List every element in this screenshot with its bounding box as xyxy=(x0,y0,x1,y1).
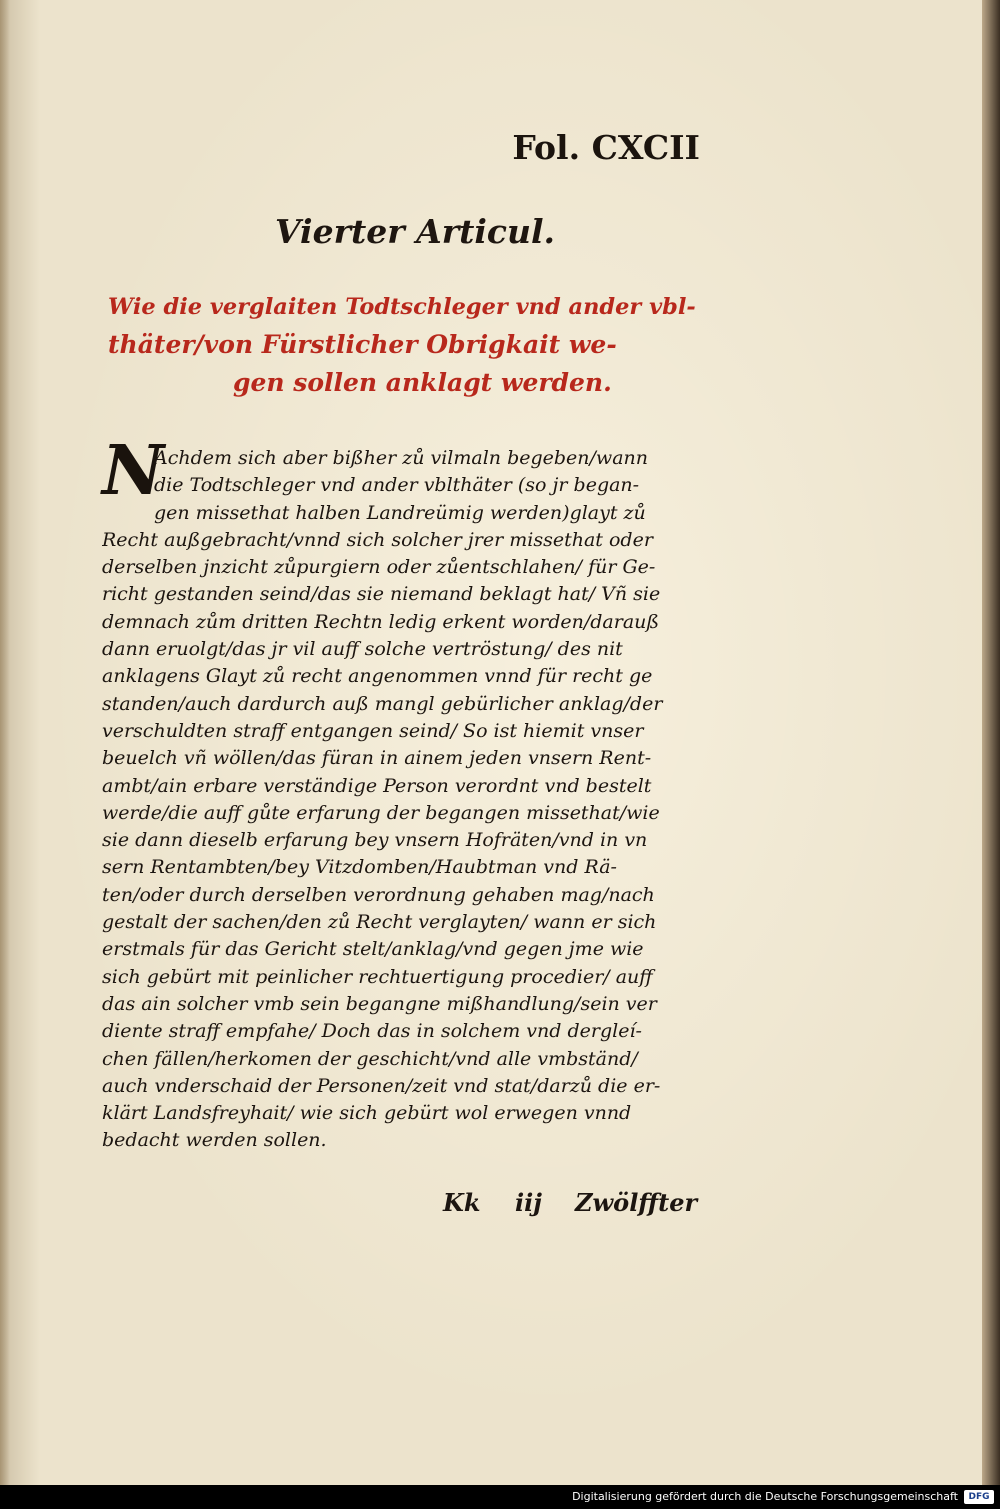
footer-credit: Digitalisierung gefördert durch die Deutsche Forschungsgemeinschaft xyxy=(572,1490,958,1503)
text-line: beuelch vñ wöllen/das füran in ainem jeden vnsern Rent- xyxy=(102,747,652,770)
rubric-line: gen sollen anklagt werden. xyxy=(233,368,612,397)
text-line: auch vnderschaid der Personen/zeit vnd stat/darzů die er- xyxy=(102,1074,661,1097)
rubric-line: thäter/von Fürstlicher Obrigkait we- xyxy=(108,330,617,359)
rubric-line: Wie die verglaiten Todtschleger vnd ander vbl- xyxy=(108,294,696,320)
text-line: sich gebürt mit peinlicher rechtuertigung procedier/ auff xyxy=(102,965,653,988)
drop-initial: N xyxy=(102,431,165,511)
signature-mark: Kk xyxy=(443,1188,481,1217)
text-line: Recht außgebracht/vnnd sich solcher jrer missethat oder xyxy=(102,528,653,551)
text-line: ambt/ain erbare verständige Person verordnt vnd bestelt xyxy=(102,774,652,797)
text-line: das ain solcher vmb sein begangne mißhandlung/sein ver xyxy=(102,992,657,1015)
text-line: gestalt der sachen/den zů Recht verglayten/ wann er sich xyxy=(102,911,657,934)
text-line: klärt Landsfreyhait/ wie sich gebürt wol erwegen vnnd xyxy=(102,1102,632,1125)
text-line: dann eruolgt/das jr vil auff solche vertröstung/ des nit xyxy=(102,638,623,661)
text-line: erstmals für das Gericht stelt/anklag/vnd gegen jme wie xyxy=(102,938,644,961)
folio-number: Fol. CXCII xyxy=(512,128,700,167)
text-line: die Todtschleger vnd ander vblthäter (so jr began- xyxy=(154,474,640,497)
signature-number: iij xyxy=(515,1188,542,1217)
text-line: verschuldten straff entgangen seind/ So ist hiemit vnser xyxy=(102,719,644,742)
text-line: sern Rentambten/bey Vitzdomben/Haubtman vnd Rä- xyxy=(102,856,617,879)
catchword: Zwölffter xyxy=(575,1188,698,1217)
text-line: bedacht werden sollen. xyxy=(102,1129,327,1152)
page-edge-shadow xyxy=(982,0,1000,1485)
text-line: demnach zům dritten Rechtn ledig erkent worden/darauß xyxy=(102,610,660,633)
text-line: standen/auch dardurch auß mangl gebürlicher anklag/der xyxy=(102,692,663,715)
dfg-logo: DFG xyxy=(964,1490,994,1504)
digitization-footer xyxy=(0,1485,1000,1509)
text-line: anklagens Glayt zů recht angenommen vnnd für recht ge xyxy=(102,665,653,688)
rubric-subheading xyxy=(108,288,708,418)
text-line: Achdem sich aber bißher zů vilmaln begeben/wann xyxy=(154,447,648,469)
text-line: gen missethat halben Landreümig werden)glayt zů xyxy=(154,501,646,524)
text-line: richt gestanden seind/das sie niemand beklagt hat/ Vñ sie xyxy=(102,583,661,606)
text-line: werde/die auff gůte erfarung der begangen missethat/wie xyxy=(102,801,660,824)
body-paragraph xyxy=(102,445,692,1165)
text-line: diente straff empfahe/ Doch das in solchem vnd dergleí- xyxy=(102,1020,642,1043)
text-line: sie dann dieselb erfarung bey vnsern Hofräten/vnd in vn xyxy=(102,829,648,852)
page-gutter-shadow xyxy=(0,0,10,1485)
text-line: derselben jnzicht zůpurgiern oder zůentschlahen/ für Ge- xyxy=(102,556,656,579)
text-line: chen fällen/herkomen der geschicht/vnd alle vmbständ/ xyxy=(102,1047,638,1070)
article-heading: Vierter Articul. xyxy=(275,212,555,251)
text-line: ten/oder durch derselben verordnung gehaben mag/nach xyxy=(102,883,655,906)
